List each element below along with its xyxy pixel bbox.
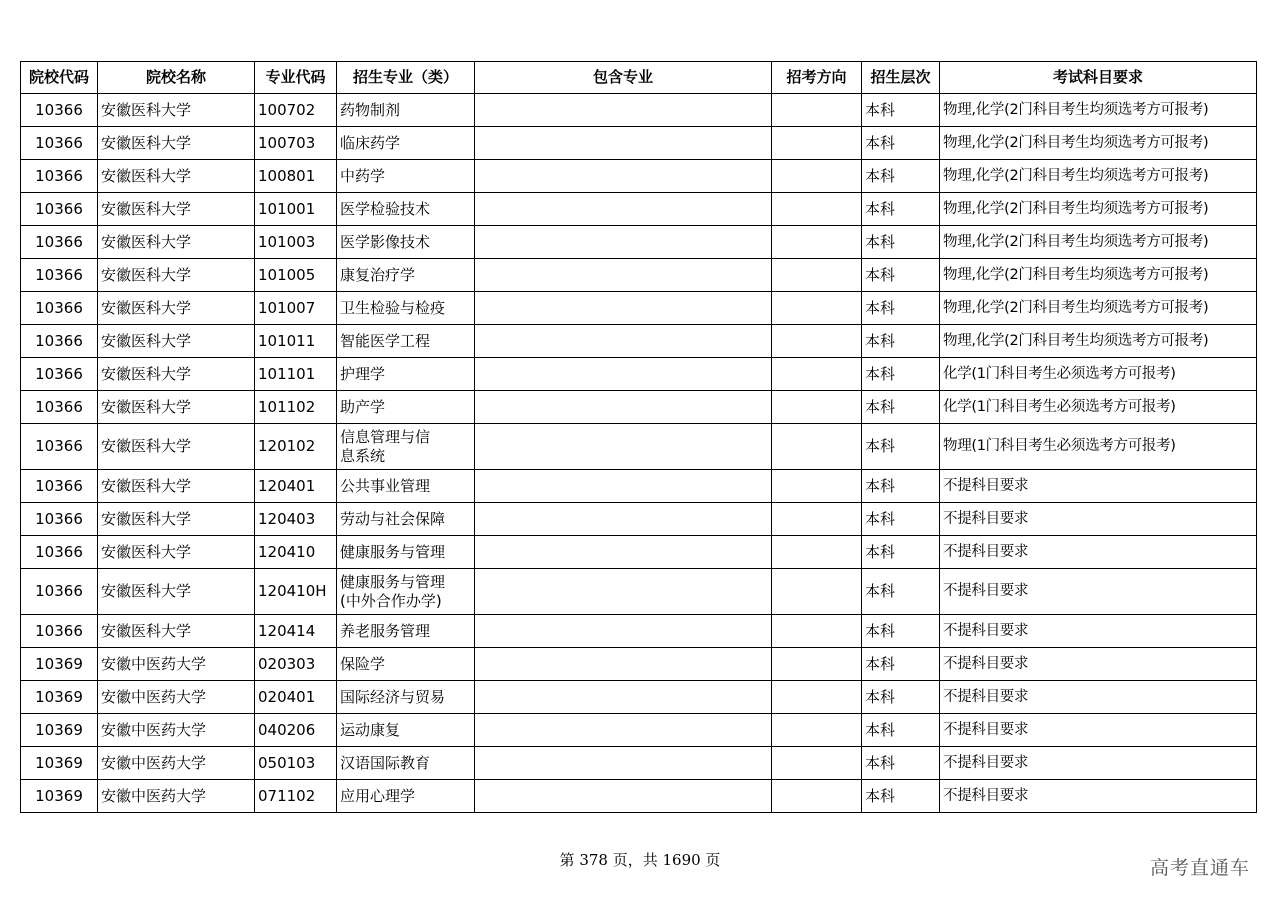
cell-school-code: 10369: [21, 747, 98, 780]
watermark-text: 高考直通车: [1149, 857, 1250, 879]
cell-subject-requirement: 不提科目要求: [940, 615, 1257, 648]
table-row: [21, 470, 1257, 503]
cell-school-name: 安徽中医药大学: [98, 780, 255, 813]
cell-major-code: 020303: [255, 648, 337, 681]
cell-major: 保险学: [337, 648, 475, 681]
cell-subject-requirement: 物理,化学(2门科目考生均须选考方可报考): [940, 259, 1257, 292]
cell-major: 药物制剂: [337, 94, 475, 127]
cell-major-code: 120403: [255, 503, 337, 536]
cell-major-code: 120401: [255, 470, 337, 503]
cell-school-code: 10366: [21, 503, 98, 536]
cell-school-code: 10369: [21, 648, 98, 681]
cell-subject-requirement: 不提科目要求: [940, 569, 1257, 615]
cell-major: 养老服务管理: [337, 615, 475, 648]
table-row: [21, 681, 1257, 714]
cell-subject-requirement: 物理,化学(2门科目考生均须选考方可报考): [940, 160, 1257, 193]
header-school-name: 院校名称: [98, 62, 255, 94]
cell-subject-requirement: 物理,化学(2门科目考生均须选考方可报考): [940, 292, 1257, 325]
cell-subject-requirement: 化学(1门科目考生必须选考方可报考): [940, 391, 1257, 424]
cell-school-name: 安徽医科大学: [98, 536, 255, 569]
cell-major: 公共事业管理: [337, 470, 475, 503]
table-body: [21, 94, 1257, 813]
cell-school-code: 10366: [21, 226, 98, 259]
cell-school-name: 安徽中医药大学: [98, 747, 255, 780]
cell-major: 智能医学工程: [337, 325, 475, 358]
cell-direction: [772, 681, 862, 714]
cell-major-code: 120102: [255, 424, 337, 470]
admissions-table-container: [20, 61, 1256, 813]
cell-level: 本科: [862, 259, 940, 292]
cell-level: 本科: [862, 648, 940, 681]
cell-major-code: 120410: [255, 536, 337, 569]
cell-direction: [772, 94, 862, 127]
cell-school-code: 10366: [21, 127, 98, 160]
cell-major-code: 101003: [255, 226, 337, 259]
header-major: 招生专业（类）: [337, 62, 475, 94]
cell-major-code: 040206: [255, 714, 337, 747]
table-row: [21, 358, 1257, 391]
cell-major: 医学检验技术: [337, 193, 475, 226]
cell-subject-requirement: 化学(1门科目考生必须选考方可报考): [940, 358, 1257, 391]
cell-direction: [772, 160, 862, 193]
table-row: [21, 391, 1257, 424]
header-direction: 招考方向: [772, 62, 862, 94]
cell-major-code: 101101: [255, 358, 337, 391]
cell-major: 健康服务与管理 (中外合作办学): [337, 569, 475, 615]
cell-subject-requirement: 物理,化学(2门科目考生均须选考方可报考): [940, 127, 1257, 160]
cell-included-majors: [475, 358, 772, 391]
cell-level: 本科: [862, 470, 940, 503]
cell-level: 本科: [862, 681, 940, 714]
cell-school-code: 10366: [21, 391, 98, 424]
table-row: [21, 193, 1257, 226]
cell-school-name: 安徽医科大学: [98, 615, 255, 648]
cell-school-code: 10366: [21, 424, 98, 470]
cell-direction: [772, 714, 862, 747]
cell-school-code: 10366: [21, 536, 98, 569]
cell-major-code: 120410H: [255, 569, 337, 615]
cell-school-code: 10366: [21, 259, 98, 292]
cell-direction: [772, 569, 862, 615]
cell-included-majors: [475, 780, 772, 813]
table-row: [21, 780, 1257, 813]
cell-included-majors: [475, 747, 772, 780]
cell-major-code: 101001: [255, 193, 337, 226]
cell-included-majors: [475, 503, 772, 536]
table-row: [21, 424, 1257, 470]
cell-included-majors: [475, 714, 772, 747]
cell-school-code: 10366: [21, 94, 98, 127]
cell-direction: [772, 536, 862, 569]
cell-included-majors: [475, 424, 772, 470]
cell-school-name: 安徽中医药大学: [98, 648, 255, 681]
cell-school-code: 10366: [21, 160, 98, 193]
cell-school-name: 安徽医科大学: [98, 358, 255, 391]
cell-level: 本科: [862, 503, 940, 536]
cell-school-code: 10366: [21, 615, 98, 648]
table-row: [21, 536, 1257, 569]
page-number: 第 378 页，共 1690 页: [559, 851, 721, 869]
cell-major-code: 100703: [255, 127, 337, 160]
cell-level: 本科: [862, 358, 940, 391]
cell-subject-requirement: 物理,化学(2门科目考生均须选考方可报考): [940, 226, 1257, 259]
cell-included-majors: [475, 391, 772, 424]
cell-major-code: 120414: [255, 615, 337, 648]
cell-direction: [772, 358, 862, 391]
cell-major: 中药学: [337, 160, 475, 193]
cell-subject-requirement: 不提科目要求: [940, 536, 1257, 569]
cell-included-majors: [475, 226, 772, 259]
cell-included-majors: [475, 569, 772, 615]
cell-included-majors: [475, 615, 772, 648]
cell-school-code: 10366: [21, 325, 98, 358]
cell-level: 本科: [862, 391, 940, 424]
cell-level: 本科: [862, 536, 940, 569]
cell-major: 卫生检验与检疫: [337, 292, 475, 325]
cell-school-name: 安徽医科大学: [98, 424, 255, 470]
cell-included-majors: [475, 648, 772, 681]
table-row: [21, 615, 1257, 648]
cell-level: 本科: [862, 714, 940, 747]
cell-school-name: 安徽中医药大学: [98, 681, 255, 714]
cell-school-name: 安徽医科大学: [98, 292, 255, 325]
cell-direction: [772, 193, 862, 226]
cell-school-name: 安徽医科大学: [98, 503, 255, 536]
cell-subject-requirement: 不提科目要求: [940, 681, 1257, 714]
cell-level: 本科: [862, 424, 940, 470]
cell-school-code: 10366: [21, 193, 98, 226]
cell-major: 医学影像技术: [337, 226, 475, 259]
cell-direction: [772, 780, 862, 813]
cell-major: 国际经济与贸易: [337, 681, 475, 714]
cell-level: 本科: [862, 127, 940, 160]
cell-school-name: 安徽医科大学: [98, 226, 255, 259]
cell-included-majors: [475, 94, 772, 127]
cell-school-name: 安徽医科大学: [98, 325, 255, 358]
cell-level: 本科: [862, 226, 940, 259]
cell-direction: [772, 391, 862, 424]
cell-major: 应用心理学: [337, 780, 475, 813]
header-subject-requirement: 考试科目要求: [940, 62, 1257, 94]
cell-school-code: 10366: [21, 569, 98, 615]
table-header-row: [21, 62, 1257, 94]
cell-school-code: 10369: [21, 681, 98, 714]
cell-included-majors: [475, 259, 772, 292]
cell-direction: [772, 127, 862, 160]
cell-school-name: 安徽医科大学: [98, 127, 255, 160]
cell-major: 护理学: [337, 358, 475, 391]
cell-direction: [772, 470, 862, 503]
cell-school-name: 安徽医科大学: [98, 94, 255, 127]
cell-major-code: 100702: [255, 94, 337, 127]
cell-subject-requirement: 不提科目要求: [940, 503, 1257, 536]
cell-subject-requirement: 不提科目要求: [940, 648, 1257, 681]
cell-major-code: 101005: [255, 259, 337, 292]
cell-level: 本科: [862, 569, 940, 615]
cell-included-majors: [475, 681, 772, 714]
cell-included-majors: [475, 325, 772, 358]
cell-subject-requirement: 物理,化学(2门科目考生均须选考方可报考): [940, 94, 1257, 127]
cell-included-majors: [475, 470, 772, 503]
cell-major-code: 071102: [255, 780, 337, 813]
cell-major-code: 020401: [255, 681, 337, 714]
cell-major: 助产学: [337, 391, 475, 424]
table-row: [21, 325, 1257, 358]
header-major-code: 专业代码: [255, 62, 337, 94]
cell-subject-requirement: 不提科目要求: [940, 470, 1257, 503]
header-school-code: 院校代码: [21, 62, 98, 94]
cell-level: 本科: [862, 292, 940, 325]
cell-school-name: 安徽医科大学: [98, 391, 255, 424]
cell-level: 本科: [862, 615, 940, 648]
table-row: [21, 94, 1257, 127]
cell-direction: [772, 226, 862, 259]
cell-direction: [772, 292, 862, 325]
cell-school-name: 安徽中医药大学: [98, 714, 255, 747]
cell-school-name: 安徽医科大学: [98, 259, 255, 292]
cell-major-code: 050103: [255, 747, 337, 780]
cell-direction: [772, 747, 862, 780]
table-row: [21, 747, 1257, 780]
cell-school-name: 安徽医科大学: [98, 470, 255, 503]
cell-included-majors: [475, 127, 772, 160]
cell-major: 临床药学: [337, 127, 475, 160]
cell-direction: [772, 503, 862, 536]
cell-level: 本科: [862, 94, 940, 127]
cell-major-code: 101102: [255, 391, 337, 424]
cell-major: 运动康复: [337, 714, 475, 747]
cell-direction: [772, 259, 862, 292]
cell-direction: [772, 648, 862, 681]
cell-major-code: 101011: [255, 325, 337, 358]
cell-level: 本科: [862, 193, 940, 226]
table-row: [21, 160, 1257, 193]
cell-direction: [772, 424, 862, 470]
cell-major: 汉语国际教育: [337, 747, 475, 780]
cell-direction: [772, 615, 862, 648]
cell-subject-requirement: 不提科目要求: [940, 747, 1257, 780]
table-row: [21, 292, 1257, 325]
table-row: [21, 259, 1257, 292]
cell-major-code: 101007: [255, 292, 337, 325]
cell-major: 康复治疗学: [337, 259, 475, 292]
table-row: [21, 503, 1257, 536]
cell-direction: [772, 325, 862, 358]
cell-major: 劳动与社会保障: [337, 503, 475, 536]
cell-subject-requirement: 不提科目要求: [940, 714, 1257, 747]
cell-subject-requirement: 不提科目要求: [940, 780, 1257, 813]
cell-school-name: 安徽医科大学: [98, 193, 255, 226]
cell-included-majors: [475, 193, 772, 226]
table-row: [21, 127, 1257, 160]
cell-level: 本科: [862, 160, 940, 193]
cell-school-name: 安徽医科大学: [98, 160, 255, 193]
cell-major: 信息管理与信 息系统: [337, 424, 475, 470]
cell-school-code: 10366: [21, 358, 98, 391]
cell-major: 健康服务与管理: [337, 536, 475, 569]
cell-subject-requirement: 物理,化学(2门科目考生均须选考方可报考): [940, 325, 1257, 358]
cell-included-majors: [475, 536, 772, 569]
cell-subject-requirement: 物理(1门科目考生必须选考方可报考): [940, 424, 1257, 470]
admissions-table: [20, 61, 1257, 813]
cell-school-code: 10369: [21, 780, 98, 813]
cell-school-name: 安徽医科大学: [98, 569, 255, 615]
cell-school-code: 10366: [21, 470, 98, 503]
header-included-majors: 包含专业: [475, 62, 772, 94]
table-row: [21, 714, 1257, 747]
cell-included-majors: [475, 292, 772, 325]
table-row: [21, 569, 1257, 615]
cell-included-majors: [475, 160, 772, 193]
cell-school-code: 10369: [21, 714, 98, 747]
table-row: [21, 226, 1257, 259]
cell-level: 本科: [862, 780, 940, 813]
table-row: [21, 648, 1257, 681]
cell-school-code: 10366: [21, 292, 98, 325]
cell-major-code: 100801: [255, 160, 337, 193]
cell-subject-requirement: 物理,化学(2门科目考生均须选考方可报考): [940, 193, 1257, 226]
cell-level: 本科: [862, 325, 940, 358]
cell-level: 本科: [862, 747, 940, 780]
header-level: 招生层次: [862, 62, 940, 94]
